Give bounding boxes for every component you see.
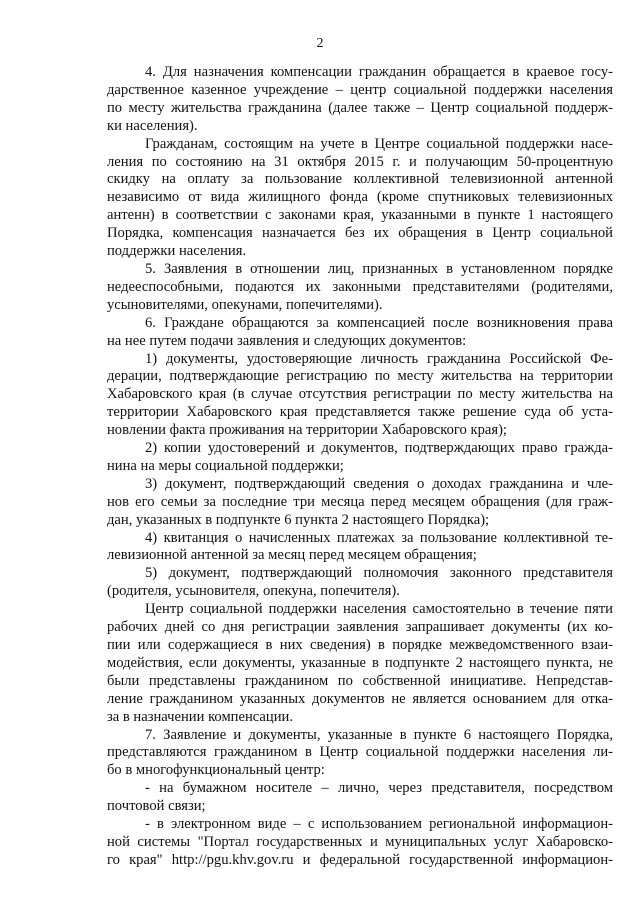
text-line: 2) копии удостоверений и документов, подтверждающих право гражда-: [145, 440, 613, 457]
text-line: Порядка, компенсация назначается без их обращения в Центр социальной: [107, 225, 613, 242]
text-line: (родителя, усыновителя, опекуна, попечителя).: [107, 583, 400, 600]
document-body: [107, 64, 613, 870]
text-line: рабочих дней со дня регистрации заявления запрашивает документы (их ко-: [107, 619, 613, 636]
text-line: левизионной антенной за месяц перед месяцем обращения;: [107, 547, 477, 564]
text-line: за в назначении компенсации.: [107, 708, 293, 725]
text-line: 4. Для назначения компенсации гражданин обращается в краевое госу-: [145, 64, 613, 80]
text-line: 5) документ, подтверждающий полномочия законного представителя: [145, 565, 613, 582]
text-line: почтовой связи;: [107, 798, 206, 815]
text-line: Гражданам, состоящим на учете в Центре социальной поддержки насе-: [145, 135, 613, 152]
text-line: Центр социальной поддержки населения самостоятельно в течение пяти: [145, 601, 613, 618]
text-line: нина на меры социальной поддержки;: [107, 457, 344, 474]
text-line: недееспособными, подаются их законными представителями (родителями,: [107, 278, 613, 295]
text-line: модействия, если документы, указанные в подпункте 2 настоящего пункта, не: [107, 654, 613, 671]
text-line: ления по состоянию на 31 октября 2015 г. и получающим 50-процентную: [107, 153, 613, 170]
text-line: 7. Заявление и документы, указанные в пункте 6 настоящего Порядка,: [145, 726, 613, 743]
text-line: ной системы "Портал государственных и муниципальных услуг Хабаровско-: [107, 833, 613, 850]
text-line: 4) квитанция о начисленных платежах за пользование коллективной те-: [145, 529, 613, 546]
text-line: по месту жительства гражданина (далее также – Центр социальной поддерж-: [107, 99, 613, 116]
text-line: 6. Граждане обращаются за компенсацией после возникновения права: [145, 314, 613, 331]
text-line: территории Хабаровского края представляется также решение суда об уста-: [107, 404, 613, 421]
text-line: пии или содержащиеся в них сведения) в порядке межведомственного взаи-: [107, 637, 613, 653]
text-line: 5. Заявления в отношении лиц, признанных в установленном порядке: [145, 260, 613, 277]
text-line: дарственное казенное учреждение – центр социальной поддержки населения: [107, 81, 613, 98]
text-line: ки населения).: [107, 117, 198, 134]
text-line: дерации, подтверждающие регистрацию по месту жительства на территории: [107, 368, 613, 385]
text-line: независимо от вида жилищного фонда (кроме спутниковых телевизионных: [107, 189, 613, 206]
text-line: бо в многофункциональный центр:: [107, 762, 325, 779]
text-line: дан, указанных в подпункте 6 пункта 2 настоящего Порядка);: [107, 511, 490, 528]
text-line: - в электронном виде – с использованием региональной информацион-: [145, 816, 613, 833]
text-line: го края" http://pgu.khv.gov.ru и федеральной государственной информацион-: [107, 851, 613, 868]
page-number: 2: [316, 36, 324, 51]
text-line: - на бумажном носителе – лично, через представителя, посредством: [145, 780, 613, 797]
text-line: представляются гражданином в Центр социальной поддержки населения ли-: [107, 744, 613, 761]
text-line: были представлены гражданином по собственной инициативе. Непредстав-: [107, 672, 613, 689]
text-line: скидку на оплату за пользование коллективной телевизионной антенной: [107, 171, 613, 188]
text-line: поддержки населения.: [107, 243, 247, 260]
text-line: на нее путем подачи заявления и следующих документов:: [107, 332, 467, 349]
text-line: Хабаровского края (в случае отсутствия регистрации по месту жительства на: [107, 386, 613, 403]
text-line: новлении факта проживания на территории Хабаровского края);: [107, 422, 507, 439]
text-line: нов его семьи за последние три месяца перед месяцем обращения (для граж-: [107, 493, 613, 510]
text-line: 1) документы, удостоверяющие личность гражданина Российской Фе-: [145, 350, 613, 367]
text-line: антенн) в соответствии с законами края, указанными в пункте 1 настоящего: [107, 207, 613, 224]
text-line: ление гражданином указанных документов не является основанием для отка-: [107, 690, 613, 707]
text-line: 3) документ, подтверждающий сведения о доходах гражданина и чле-: [145, 475, 613, 492]
text-line: усыновителями, опекунами, попечителями).: [107, 296, 383, 313]
